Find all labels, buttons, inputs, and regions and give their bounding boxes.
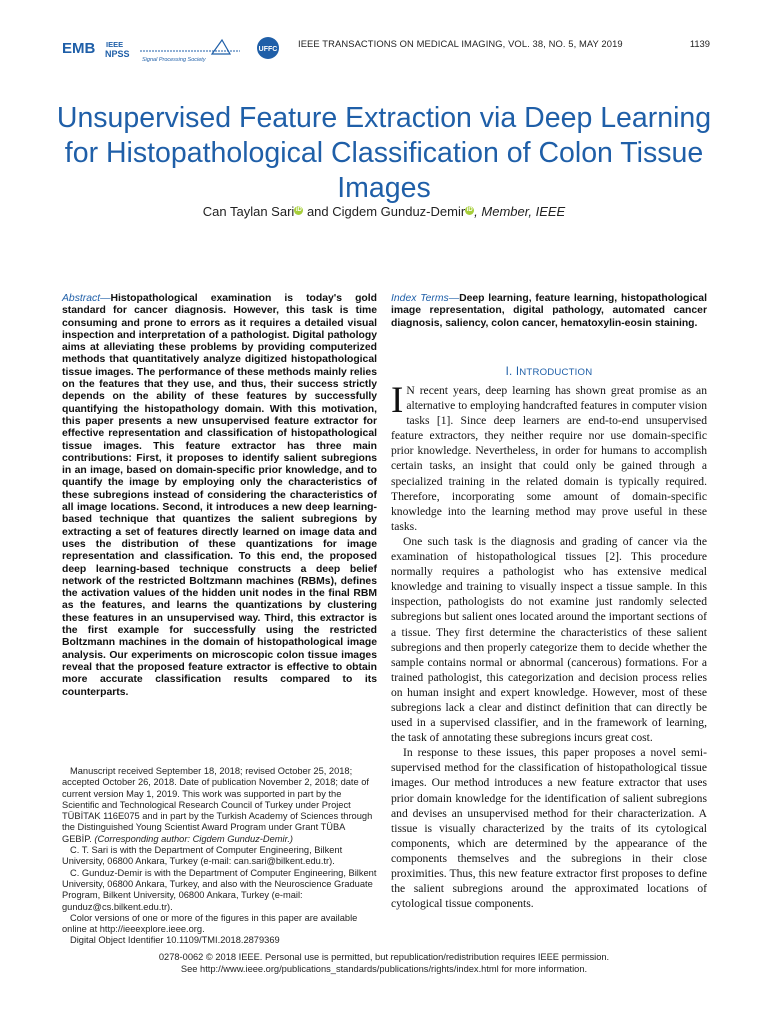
paper-title: Unsupervised Feature Extraction via Deep Learning for Histopathological Classification of Colon Tissue Images [56, 102, 712, 205]
footnote-color: Color versions of one or more of the figures in this paper are available online at http://ieeexplore.ieee.org. [62, 912, 358, 935]
drop-cap: I [391, 380, 404, 421]
sps-logo: Signal Processing Society [142, 57, 206, 63]
footnote-manuscript: Manuscript received September 18, 2018; revised October 25, 2018; accepted October 26, 2018. Date of publication November 2, 2018; date of current version May 1, 2019. This work was supported in part by the Scientific and Technological Research Council of Turkey under Project TÜBİTAK 116E075 and in part by the Turkish Academy of Sciences through the Distinguished Young Scientist Award Program under Grant TÜBA GEBİP. (Corresponding author: Cigdem Gunduz-Demir.) [62, 766, 373, 844]
index-terms [391, 293, 707, 330]
section-heading: I. INTRODUCTION [505, 366, 593, 378]
copyright-line-1: 0278-0062 © 2018 IEEE. Personal use is permitted, but republication/redistribution requires IEEE permission. [158, 952, 610, 962]
abstract-label: Abstract— [62, 293, 111, 304]
page-number: 1139 [689, 38, 710, 49]
copyright-line-2: See http://www.ieee.org/publications_standards/publications/rights/index.html for more information. [180, 963, 588, 974]
paragraph-3: In response to these issues, this paper proposes a novel semi-supervised method for the classification of histopathological tissue images. Our method introduces a new feature extractor that uses prior domain knowledge for the identification of salient subregions and devises an unsupervised method for their characterization. A tissue is visually characterized by the traits of its cytological components, which are determined by the appearance of the components themselves and the subregions in their close proximities. Thus, this new feature extractor first proposes to define the salient subregions around the approximated locations of cytological tissue components. [391, 746, 707, 911]
author-2: and Cigdem Gunduz-Demir [306, 204, 466, 219]
paragraph-2: One such task is the diagnosis and grading of cancer via the examination of histopathological tissues [2]. This procedure normally requires a pathologist who has extensive medical knowledge and training to visually inspect a tissue sample. In this inspection, pathologists do not examine just randomly selected subregions but salient ones located around the important sections of a tissue. They first determine the characteristics of these salient subregions and then properly categorize them to decide whether the sample contains normal or abnormal (cancerous) formations. For a trained pathologist, this categorization and decision process relies on human insight and expert knowledge. However, most of these subregions lack a clear and distinct definition that can directly be used in a supervised classifier, and in the framework of learning, the task of annotating these subregions incurs great cost. [391, 534, 707, 745]
emb-logo: EMB [62, 40, 96, 57]
sps-wave-icon [212, 40, 230, 54]
orcid-icon[interactable]: iD [466, 206, 473, 213]
member-title: , Member, IEEE [474, 204, 566, 219]
uffc-logo: UFFC [258, 46, 278, 53]
copyright-notice [0, 952, 768, 975]
introduction-body [391, 380, 707, 911]
author-1: Can Taylan Sari [202, 204, 295, 219]
footnote-author-1: C. T. Sari is with the Department of Computer Engineering, Bilkent University, 06800 Ankara, Turkey (e-mail: can.sari@bilkent.edu.tr). [62, 845, 343, 867]
footnote-author-2: C. Gunduz-Demir is with the Department of Computer Engineering, Bilkent University, 06800 Ankara, Turkey, and also with the Neuroscience Graduate Program, Bilkent University, 06800 Ankara, Turkey (e-mail: gunduz@cs.bilkent.edu.tr). [62, 867, 377, 912]
journal-name: IEEE TRANSACTIONS ON MEDICAL IMAGING, VOL. 38, NO. 5, MAY 2019 [298, 38, 623, 49]
abstract-text: Histopathological examination is today's gold standard for cancer diagnosis. However, this task is time consuming and prone to errors as it requires a detailed visual inspection and interpretation of a pathologist. Digital pathology aims at alleviating these problems by providing computerized methods that quantitatively analyze digitized histopathological tissue images. The performance of these methods mainly relies on the features that they use, and thus, their success strictly depends on the ability of these features by successfully quantifying the histopathology domain. With this motivation, this paper presents a new unsupervised feature extractor for effective representation and classification of histopathological tissue images. This feature extractor has three main contributions: First, it proposes to identify salient subregions in an image, based on domain-specific prior knowledge, and to quantify the image by employing only the characteristics of these subregions instead of considering the characteristics of all image locations. Second, it introduces a new deep learning-based technique that quantizes the salient subregions by extracting a set of features directly learned on image data and uses the distribution of these quantizations for image representation and classification. To this end, the proposed deep learning-based technique constructs a deep belief network of the restricted Boltzmann machines (RBMs), defines the activation values of the hidden unit nodes in the final RBM as the features, and learns the quantizations by clustering these features in an unsupervised way. Third, this extractor is the first example for successfully using the restricted Boltzmann machines in the domain of histopathological image analysis. Our experiments on microscopic colon tissue images reveal that the proposed feature extractor is effective to obtain more accurate classification results compared to its counterparts. [62, 293, 377, 698]
orcid-icon[interactable]: iD [295, 206, 302, 213]
page-header [62, 34, 710, 66]
abstract [62, 293, 377, 699]
ieee-logo: IEEE [106, 40, 124, 49]
paragraph-1: I N recent years, deep learning has shown great promise as an alternative to employing handcrafted features in computer vision tasks [1]. Since deep learners are end-to-end unsupervised feature extractors, they neither require nor use domain-specific prior knowledge. Nevertheless, in order for humans to accomplish certain tasks, an insight that could only be gained through a specialized training in the related domain is typically required. Therefore, incorporating some amount of domain-specific knowledge into the learning method may prove useful in these tasks. [391, 380, 707, 533]
index-terms-label: Index Terms— [391, 293, 460, 304]
npss-logo: NPSS [105, 49, 130, 59]
corresponding-author: (Corresponding author: Cigdem Gunduz-Demir.) [94, 833, 293, 844]
author-line [0, 204, 768, 219]
society-logos [62, 34, 292, 66]
footnote-doi: Digital Object Identifier 10.1109/TMI.2018.2879369 [70, 935, 280, 946]
footnote [62, 766, 377, 947]
index-terms-text: Deep learning, feature learning, histopathological image representation, digital pathology, automated cancer diagnosis, saliency, colon cancer, hematoxylin-eosin staining. [391, 293, 707, 329]
